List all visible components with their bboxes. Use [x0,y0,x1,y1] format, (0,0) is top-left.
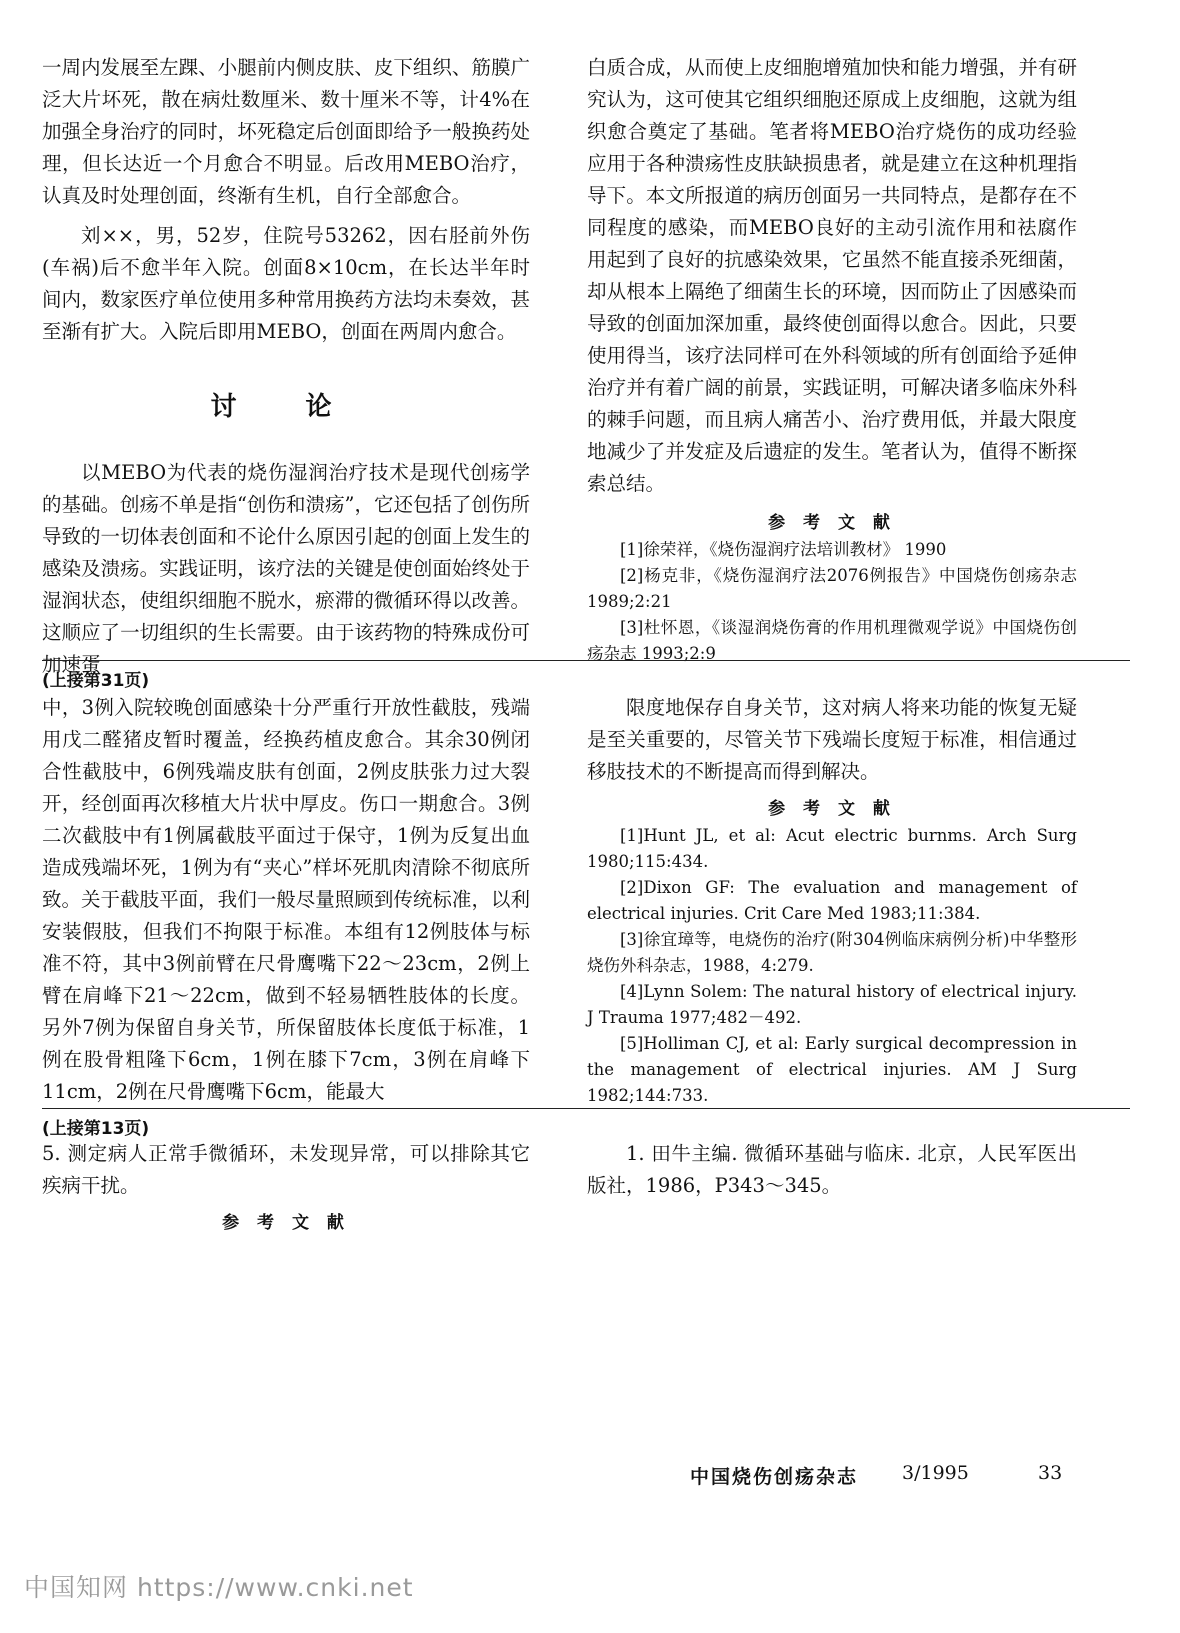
reference-item: 1. 田牛主编. 微循环基础与临床. 北京，人民军医出版社，1986，P343～345。 [587,1142,1077,1197]
paragraph: 5. 测定病人正常手微循环，未发现异常，可以排除其它疾病干扰。 [42,1142,530,1197]
reference-item: [3]杜怀恩，《谈湿润烧伤膏的作用机理微观学说》中国烧伤创疡杂志 1993;2:9 [587,618,1077,663]
reference-item: [1]Hunt JL, et al: Acut electric burnms. Arch Surg 1980;115:434. [587,826,1077,871]
issue-number: 3/1995 [902,1462,969,1484]
paragraph: 限度地保存自身关节，这对病人将来功能的恢复无疑是至关重要的，尽管关节下残端长度短于标准，相信通过移肢技术的不断提高而得到解决。 [587,696,1077,783]
journal-name: 中国烧伤创疡杂志 [690,1466,859,1488]
references-heading: 参 考 文 献 [768,513,896,533]
reference-item: [1]徐荣祥，《烧伤湿润疗法培训教材》 1990 [620,540,947,559]
section-divider [42,1108,1130,1109]
article3-left-column [42,1138,530,1233]
article1-right-column [587,52,1077,667]
continued-from-label: (上接第31页) [42,671,150,691]
reference-item: [4]Lynn Solem: The natural history of electrical injury. J Trauma 1977;482－492. [587,982,1077,1027]
reference-item: [3]徐宜璋等，电烧伤的治疗(附304例临床病例分析)中华整形烧伤外科杂志，1988，4:279. [587,930,1077,975]
page-number: 33 [1038,1462,1063,1484]
section-divider [42,660,1130,661]
article2-left-column [42,692,530,1108]
cnki-watermark: 中国知网 https://www.cnki.net [24,1573,414,1602]
paragraph: 刘××，男，52岁，住院号53262，因右胫前外伤(车祸)后不愈半年入院。创面8×10cm，在长达半年时间内，数家医疗单位使用多种常用换药方法均未奏效，甚至渐有扩大。入院后即用MEBO，创面在两周内愈合。 [42,224,530,343]
references-heading: 参 考 文 献 [222,1213,350,1233]
section-heading: 讨 论 [210,392,362,422]
reference-item: [5]Holliman CJ, et al: Early surgical decompression in the management of electrical injuries. AM J Surg 1982;144:733. [587,1034,1077,1105]
paragraph: 一周内发展至左踝、小腿前内侧皮肤、皮下组织、筋膜广泛大片坏死，散在病灶数厘米、数十厘米不等，计4%在加强全身治疗的同时，坏死稳定后创面即给予一般换药处理，但长达近一个月愈合不明显。后改用MEBO治疗，认真及时处理创面，终渐有生机，自行全部愈合。 [42,56,530,207]
reference-item: [2]杨克非，《烧伤湿润疗法2076例报告》中国烧伤创疡杂志 1989;2:21 [587,566,1077,611]
paragraph: 以MEBO为代表的烧伤湿润治疗技术是现代创疡学的基础。创疡不单是指“创伤和溃疡”，它还包括了创伤所导致的一切体表创面和不论什么原因引起的创面上发生的感染及溃疡。实践证明，该疗法的关键是使创面始终处于湿润状态，使组织细胞不脱水，瘀滞的微循环得以改善。这顺应了一切组织的生长需要。由于该药物的特殊成份可加速蛋 [42,461,530,676]
references-heading: 参 考 文 献 [768,799,896,819]
article3-right-column [587,1138,1077,1202]
reference-item: [2]Dixon GF: The evaluation and management of electrical injuries. Crit Care Med 1983;11:384. [587,878,1077,923]
paragraph: 白质合成，从而使上皮细胞增殖加快和能力增强，并有研究认为，这可使其它组织细胞还原成上皮细胞，这就为组织愈合奠定了基础。笔者将MEBO治疗烧伤的成功经验应用于各种溃疡性皮肤缺损患者，就是建立在这种机理指导下。本文所报道的病历创面另一共同特点，是都存在不同程度的感染，而MEBO良好的主动引流作用和祛腐作用起到了良好的抗感染效果，它虽然不能直接杀死细菌，却从根本上隔绝了细菌生长的环境，因而防止了因感染而导致的创面加深加重，最终使创面得以愈合。因此，只要使用得当，该疗法同样可在外科领域的所有创面给予延伸治疗并有着广阔的前景，实践证明，可解决诸多临床外科的棘手问题，而且病人痛苦小、治疗费用低，并最大限度地减少了并发症及后遗症的发生。笔者认为，值得不断探索总结。 [587,56,1077,495]
paragraph: 中，3例入院较晚创面感染十分严重行开放性截肢，残端用戊二醛猪皮暂时覆盖，经换药植皮愈合。其余30例闭合性截肢中，6例残端皮肤有创面，2例皮肤张力过大裂开，经创面再次移植大片状中厚皮。伤口一期愈合。3例二次截肢中有1例属截肢平面过于保守，1例为反复出血造成残端坏死，1例为有“夹心”样坏死肌肉清除不彻底所致。关于截肢平面，我们一般尽量照顾到传统标准，以利安装假肢，但我们不拘限于标准。本组有12例肢体与标准不符，其中3例前臂在尺骨鹰嘴下22～23cm，2例上臂在肩峰下21～22cm，做到不轻易牺牲肢体的长度。另外7例为保留自身关节，所保留肢体长度低于标准，1例在股骨粗隆下6cm，1例在膝下7cm，3例在肩峰下11cm，2例在尺骨鹰嘴下6cm，能最大 [42,696,530,1103]
article2-right-column [587,692,1077,1109]
article1-left-column [42,52,530,681]
continued-from-label: (上接第13页) [42,1119,150,1139]
